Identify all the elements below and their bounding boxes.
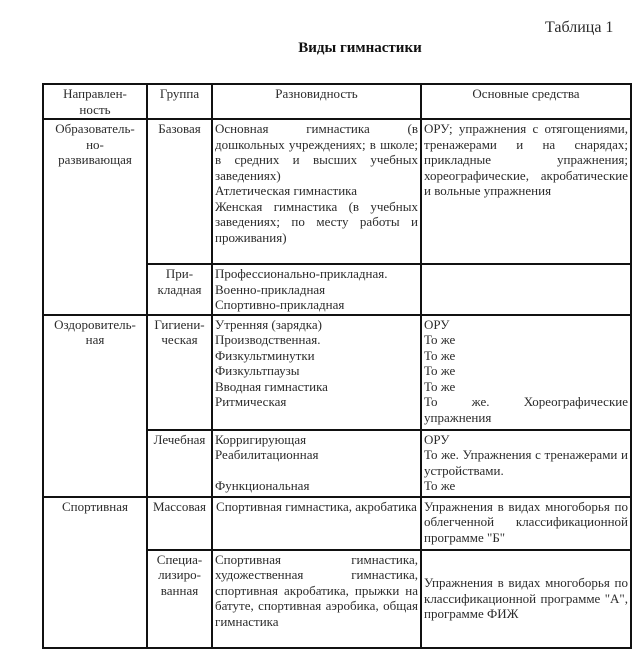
- variety-item: Ритмическая: [215, 394, 287, 409]
- group-cell: [147, 315, 212, 430]
- variety-cell: [212, 264, 421, 315]
- group-line: ванная: [160, 582, 199, 598]
- direction-line: ная: [85, 332, 105, 347]
- means-cell: [421, 497, 631, 550]
- group-line: кладная: [157, 281, 202, 297]
- means-item: Упражнения в видах многоборья по облегченной классификационной программе "Б": [424, 498, 628, 545]
- group-cell: [147, 550, 212, 648]
- means-item: То же: [424, 478, 456, 493]
- variety-spacer: [215, 463, 418, 479]
- variety-item: Атлетическая гимнастика: [215, 183, 358, 198]
- table-number: Таблица 1: [545, 19, 614, 36]
- header-variety: Разновидность: [212, 84, 421, 119]
- direction-cell: [43, 315, 147, 497]
- means-cell: [421, 550, 631, 648]
- variety-cell: [212, 430, 421, 497]
- group-line: ческая: [161, 332, 198, 347]
- variety-cell: [212, 550, 421, 648]
- group-line: лизиро-: [158, 567, 201, 582]
- variety-item: Военно-прикладная: [215, 281, 326, 297]
- variety-item: Функциональная: [215, 478, 310, 493]
- variety-item: Женская гимнастика (в учебных заведениях; по месту работы и проживания): [215, 198, 418, 245]
- group-line: Гигиени-: [154, 316, 205, 332]
- header-group: Группа: [147, 84, 212, 119]
- group-line: Массовая: [152, 498, 207, 514]
- group-line: При-: [165, 266, 194, 281]
- means-item: То же. Упражнения с тренажерами и устройствами.: [424, 447, 628, 478]
- direction-line: Образователь-: [55, 121, 135, 136]
- variety-item: Реабилитационная: [215, 447, 319, 462]
- variety-item: Спортивная гимнастика, акробатика: [216, 498, 417, 514]
- variety-item: Спортивная гимнастика, художественная гимнастика, спортивная акробатика, прыжки на батуте, спортивная аэробика, общая гимнастика: [215, 551, 418, 629]
- table-row: [43, 315, 631, 430]
- variety-item: Профессионально-прикладная.: [215, 266, 388, 281]
- direction-cell: [43, 497, 147, 648]
- variety-cell: [212, 119, 421, 264]
- means-cell: [421, 430, 631, 497]
- means-item: То же. Хореографические упражнения: [424, 394, 628, 425]
- variety-item: Физкультминутки: [215, 347, 315, 363]
- means-item: То же: [424, 347, 456, 363]
- variety-cell: [212, 497, 421, 550]
- group-line: Специа-: [156, 551, 203, 567]
- group-cell: [147, 119, 212, 264]
- table-row: [43, 119, 631, 264]
- direction-line: Спортивная: [62, 498, 128, 514]
- group-cell: [147, 497, 212, 550]
- variety-item: Утренняя (зарядка): [215, 316, 322, 332]
- means-item: То же: [424, 363, 456, 378]
- means-item: ОРУ: [424, 431, 450, 447]
- variety-item: Физкультпаузы: [215, 363, 300, 378]
- variety-item: Основная гимнастика (в дошкольных учреждениях; в школе; в средних и высших учебных заведениях): [215, 121, 418, 183]
- table-row: [43, 497, 631, 550]
- means-item: То же: [424, 378, 456, 394]
- direction-line: развивающая: [58, 152, 132, 167]
- means-item: Упражнения в видах многоборья по классификационной программе "А", программе ФИЖ: [424, 575, 628, 622]
- variety-item: Корригирующая: [215, 431, 307, 447]
- table-header-row: [43, 84, 631, 119]
- means-cell-empty: [421, 264, 631, 315]
- gymnastics-types-table: [42, 83, 632, 649]
- means-item: ОРУ; упражнения с отягощениями, тренажерами и на снарядах; прикладные упражнения; хореографические, акробатические и вольные упражнения: [424, 121, 628, 198]
- direction-line: но-: [86, 136, 104, 152]
- direction-line: Оздоровитель-: [54, 316, 136, 332]
- means-cell: [421, 119, 631, 264]
- variety-cell: [212, 315, 421, 430]
- header-direction: [43, 84, 147, 119]
- variety-item: Вводная гимнастика: [215, 378, 328, 394]
- means-item: ОРУ: [424, 316, 450, 332]
- group-cell: [147, 264, 212, 315]
- means-item: То же: [424, 332, 456, 347]
- header-direction-line: ность: [79, 101, 111, 117]
- header-means: Основные средства: [421, 84, 631, 119]
- group-cell: [147, 430, 212, 497]
- document-title: Виды гимнастики: [298, 40, 422, 56]
- direction-cell: [43, 119, 147, 315]
- group-line: Лечебная: [153, 431, 206, 447]
- means-cell: [421, 315, 631, 430]
- group-line: Базовая: [158, 121, 201, 136]
- header-direction-line: Направлен-: [63, 86, 127, 101]
- variety-item: Спортивно-прикладная: [215, 297, 345, 312]
- variety-item: Производственная.: [215, 332, 321, 347]
